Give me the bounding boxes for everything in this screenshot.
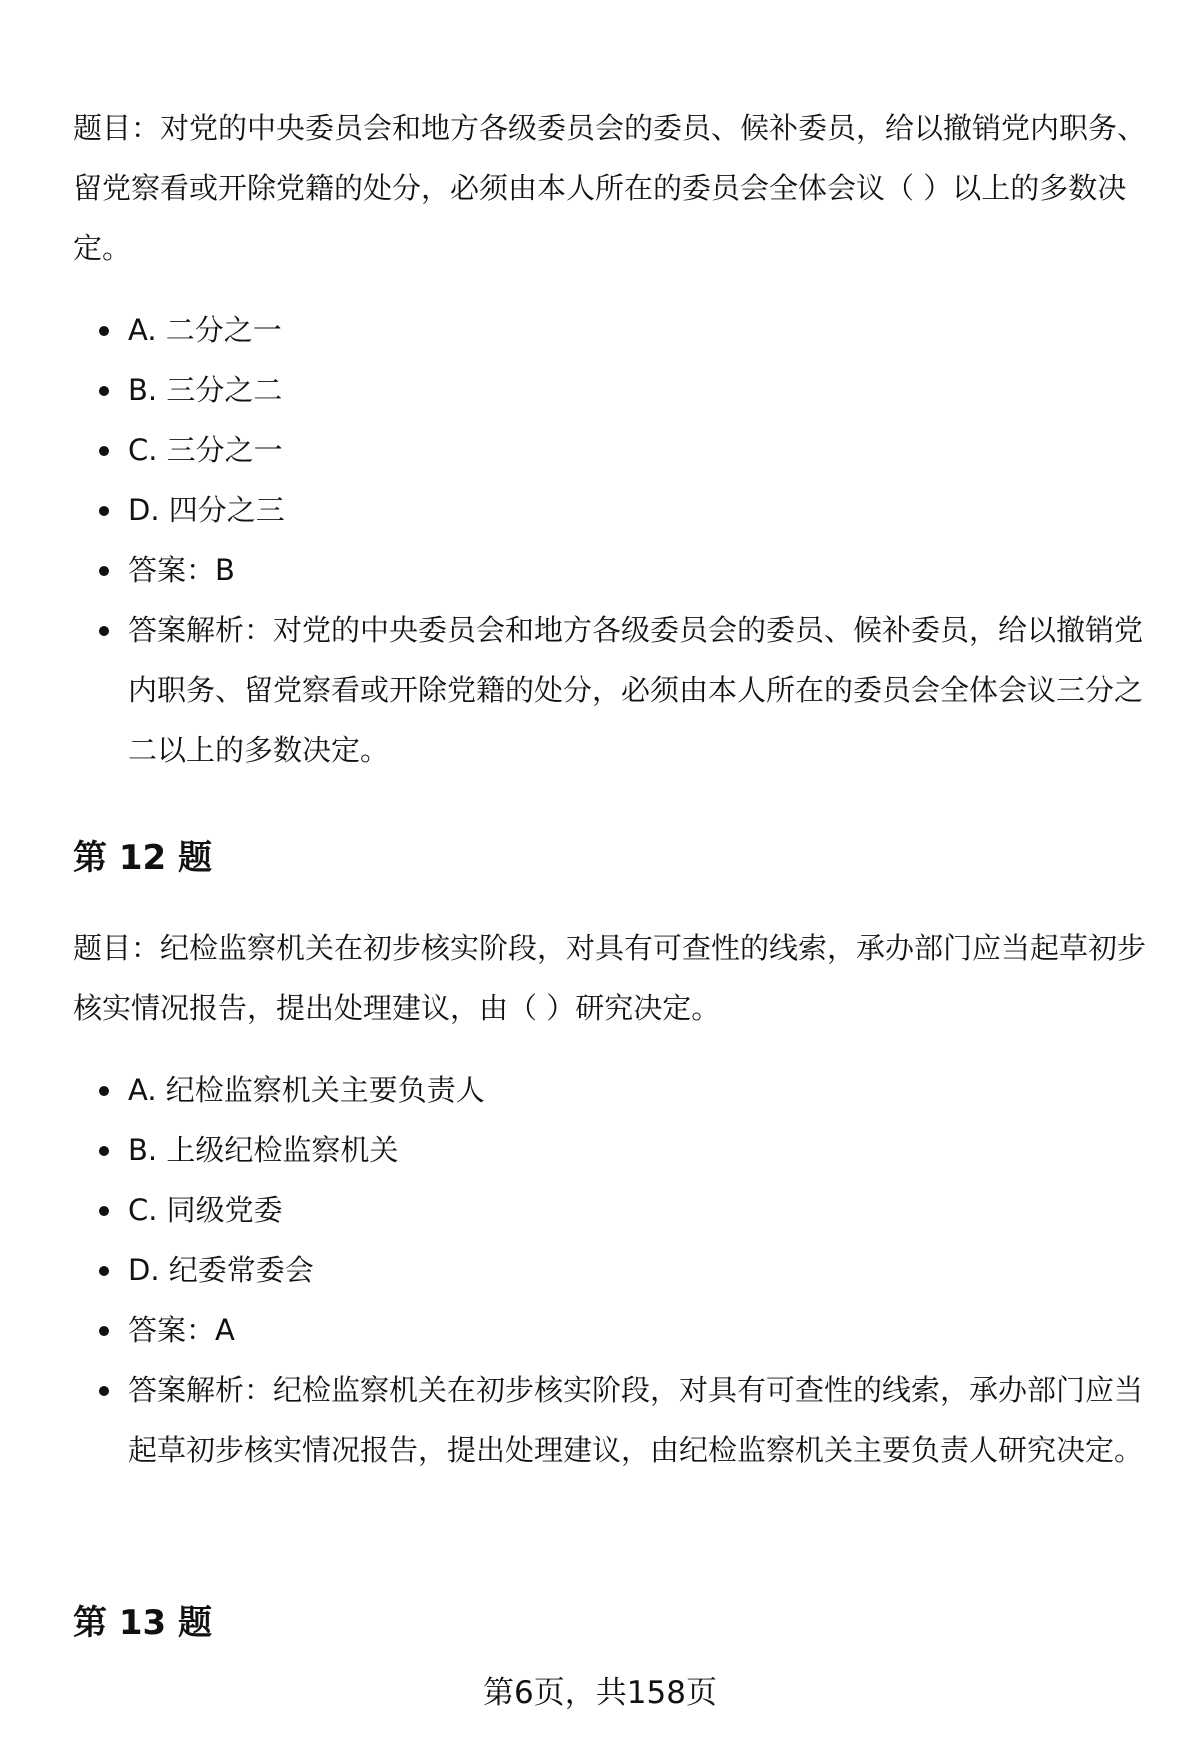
answer: 答案：A bbox=[73, 1300, 1153, 1360]
question-11-options bbox=[73, 300, 1153, 780]
answer-analysis: 答案解析：纪检监察机关在初步核实阶段，对具有可查性的线索，承办部门应当起草初步核实情况报告，提出处理建议，由纪检监察机关主要负责人研究决定。 bbox=[73, 1360, 1153, 1480]
option-b: B. 上级纪检监察机关 bbox=[73, 1120, 1153, 1180]
option-a: A. 二分之一 bbox=[73, 300, 1153, 360]
question-11-block bbox=[73, 98, 1153, 780]
question-12-text: 题目：纪检监察机关在初步核实阶段，对具有可查性的线索，承办部门应当起草初步核实情况报告，提出处理建议，由（ ）研究决定。 bbox=[73, 931, 1147, 1025]
answer-analysis: 答案解析：对党的中央委员会和地方各级委员会的委员、候补委员，给以撤销党内职务、留党察看或开除党籍的处分，必须由本人所在的委员会全体会议三分之二以上的多数决定。 bbox=[73, 600, 1153, 780]
page-number-footer: 第6页，共158页 bbox=[483, 1675, 717, 1711]
option-c: C. 同级党委 bbox=[73, 1180, 1153, 1240]
option-a: A. 纪检监察机关主要负责人 bbox=[73, 1060, 1153, 1120]
option-c: C. 三分之一 bbox=[73, 420, 1153, 480]
option-d: D. 纪委常委会 bbox=[73, 1240, 1153, 1300]
question-13-heading: 第 13 题 bbox=[73, 1603, 212, 1643]
question-12-heading: 第 12 题 bbox=[73, 838, 212, 878]
question-12-block bbox=[73, 918, 1153, 1480]
question-11-text: 题目：对党的中央委员会和地方各级委员会的委员、候补委员，给以撤销党内职务、留党察看或开除党籍的处分，必须由本人所在的委员会全体会议（ ）以上的多数决定。 bbox=[73, 111, 1147, 265]
option-b: B. 三分之二 bbox=[73, 360, 1153, 420]
question-12-options bbox=[73, 1060, 1153, 1480]
option-d: D. 四分之三 bbox=[73, 480, 1153, 540]
answer: 答案：B bbox=[73, 540, 1153, 600]
